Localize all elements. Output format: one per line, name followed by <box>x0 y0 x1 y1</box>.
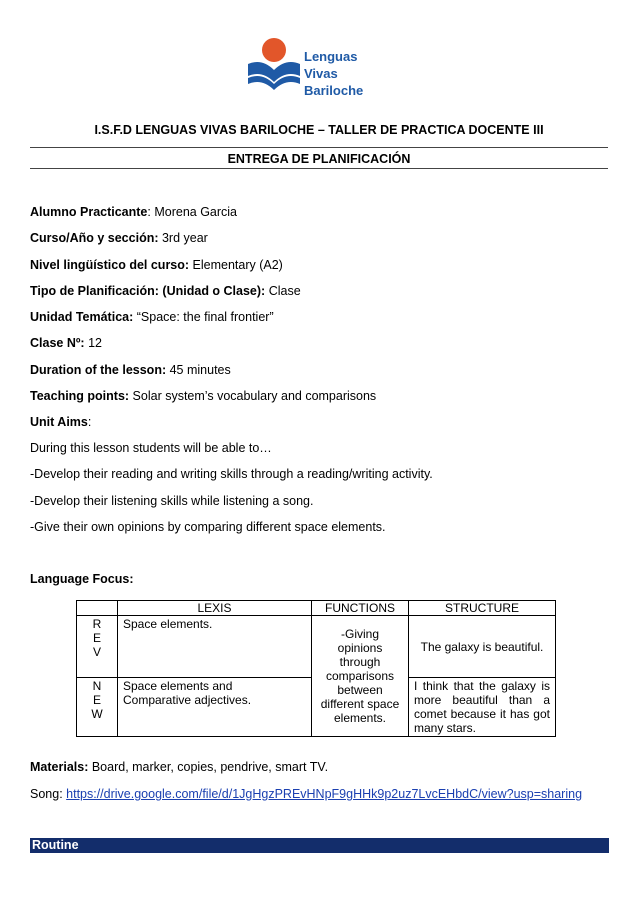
aims-intro: During this lesson students will be able to… <box>30 441 272 455</box>
aim-item: -Give their own opinions by comparing different space elements. <box>30 520 386 534</box>
rev-lexis-cell: Space elements. <box>118 616 312 678</box>
logo-wordmark <box>304 48 394 99</box>
field-value: Clase <box>265 284 301 298</box>
document-subtitle: ENTREGA DE PLANIFICACIÓN <box>227 152 411 166</box>
field-tipo <box>30 284 301 298</box>
header-divider-top <box>30 147 608 148</box>
rev-structure-cell: The galaxy is beautiful. <box>409 616 556 678</box>
institution-logo <box>244 36 394 98</box>
column-header-structure: STRUCTURE <box>409 601 556 616</box>
field-value: Solar system’s vocabulary and comparisons <box>129 389 377 403</box>
field-label: Alumno Practicante <box>30 205 148 219</box>
field-value: 12 <box>84 336 102 350</box>
functions-cell: -Giving opinions through comparisons between different space elements. <box>312 616 409 737</box>
field-value: 3rd year <box>158 231 208 245</box>
field-label: Unit Aims <box>30 415 88 429</box>
row-label-letter: W <box>91 707 103 721</box>
field-label: Nivel lingüístico del curso: <box>30 258 190 272</box>
row-label-new <box>77 678 118 737</box>
row-label-rev <box>77 616 118 678</box>
field-unidad <box>30 310 274 324</box>
song-label: Song: <box>30 787 67 801</box>
row-label-letter: V <box>92 645 101 659</box>
field-label: Unidad Temática: <box>30 310 134 324</box>
field-label: Curso/Año y sección: <box>30 231 159 245</box>
language-focus-table <box>76 600 556 737</box>
field-label: Duration of the lesson: <box>30 363 167 377</box>
section-label: Language Focus: <box>30 572 134 586</box>
aim-item: -Develop their reading and writing skills through a reading/writing activity. <box>30 467 433 481</box>
field-label: Tipo de Planificación: (Unidad o Clase): <box>30 284 266 298</box>
field-value: Elementary (A2) <box>189 258 283 272</box>
table-header-row <box>77 601 556 616</box>
aim-item: -Develop their listening skills while listening a song. <box>30 494 314 508</box>
row-label-letter: N <box>92 679 102 693</box>
field-nivel <box>30 258 283 272</box>
field-curso <box>30 231 208 245</box>
field-song <box>30 787 582 801</box>
field-label: Materials: <box>30 760 89 774</box>
field-clase <box>30 336 102 350</box>
column-header-functions: FUNCTIONS <box>312 601 409 616</box>
routine-section-header: Routine <box>30 838 609 853</box>
row-label-letter: E <box>92 693 101 707</box>
header-divider-bottom <box>30 168 608 169</box>
field-materials <box>30 760 328 774</box>
song-link[interactable]: https://drive.google.com/file/d/1JgHgzPREvHNpF9gHHk9p2uz7LvcEHbdC/view?usp=sharing <box>66 787 583 801</box>
field-value: “Space: the final frontier” <box>133 310 274 324</box>
logo-line-2: Bariloche <box>304 83 364 98</box>
new-lexis-line: Space elements and <box>123 679 233 693</box>
logo-line-1: Lenguas Vivas <box>304 49 358 81</box>
new-lexis-cell <box>118 678 312 737</box>
language-focus-label <box>30 572 133 586</box>
field-unit-aims <box>30 415 91 429</box>
column-header-lexis: LEXIS <box>118 601 312 616</box>
table-row-rev <box>77 616 556 678</box>
field-value: 45 minutes <box>166 363 231 377</box>
field-label: Teaching points: <box>30 389 130 403</box>
field-duration <box>30 363 231 377</box>
document-title: I.S.F.D LENGUAS VIVAS BARILOCHE – TALLER DE PRACTICA DOCENTE III <box>94 123 544 137</box>
new-structure-cell: I think that the galaxy is more beautiful than a comet because it has got many stars. <box>409 678 556 737</box>
field-teaching-points <box>30 389 376 403</box>
field-label: Clase Nº: <box>30 336 85 350</box>
new-lexis-line: Comparative adjectives. <box>123 693 252 707</box>
field-value: : Morena Garcia <box>147 205 238 219</box>
field-alumno <box>30 205 237 219</box>
book-logo-icon <box>244 36 304 94</box>
field-value: Board, marker, copies, pendrive, smart TV. <box>88 760 329 774</box>
table-corner-cell <box>77 601 118 616</box>
row-label-letter: R <box>92 617 102 631</box>
row-label-letter: E <box>92 631 101 645</box>
field-value: : <box>87 415 92 429</box>
